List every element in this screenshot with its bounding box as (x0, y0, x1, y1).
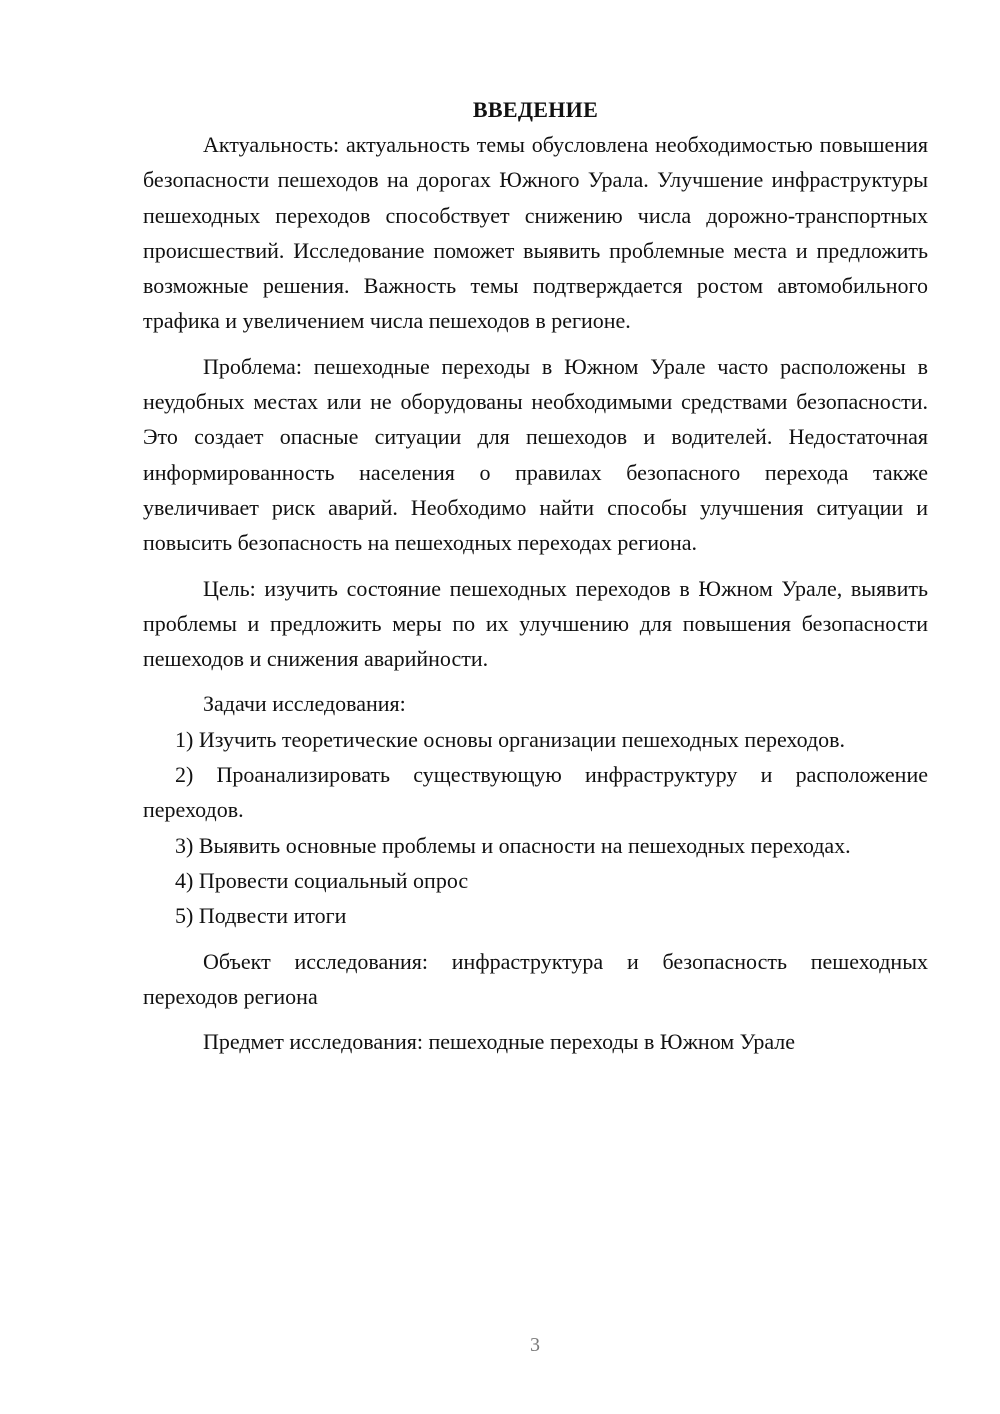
task-item-2: 2) Проанализировать существующую инфраструктуру и расположение переходов. (143, 762, 928, 823)
tasks-list (143, 722, 928, 934)
page-number: 3 (530, 1334, 540, 1356)
problem-paragraph: Проблема: пешеходные переходы в Южном Урале часто расположены в неудобных местах или не оборудованы необходимыми средствами безопасности. Это создает опасные ситуации для пешеходов и водителей. Недостаточная информированность населения о правилах безопасного перехода также увеличивает риск аварий. Необходимо найти способы улучшения ситуации и повысить безопасность на пешеходных переходах региона. (143, 353, 928, 556)
object-paragraph: Объект исследования: инфраструктура и безопасность пешеходных переходов региона (143, 948, 928, 1009)
relevance-paragraph: Актуальность: актуальность темы обусловлена необходимостью повышения безопасности пешеходов на дорогах Южного Урала. Улучшение инфраструктуры пешеходных переходов способствует снижению числа дорожно-транспортных происшествий. Исследование поможет выявить проблемные места и предложить возможные решения. Важность темы подтверждается ростом автомобильного трафика и увеличением числа пешеходов в регионе. (143, 132, 928, 334)
tasks-intro-paragraph: Задачи исследования: (203, 691, 406, 717)
page-content (143, 92, 928, 1059)
goal-paragraph: Цель: изучить состояние пешеходных переходов в Южном Урале, выявить проблемы и предложить меры по их улучшению для повышения безопасности пешеходов и снижения аварийности. (143, 575, 928, 672)
task-item-5: 5) Подвести итоги (175, 903, 347, 929)
task-item-1: 1) Изучить теоретические основы организации пешеходных переходов. (175, 726, 846, 752)
subject-paragraph: Предмет исследования: пешеходные переходы в Южном Урале (203, 1029, 796, 1055)
task-item-3: 3) Выявить основные проблемы и опасности на пешеходных переходах. (175, 832, 851, 858)
task-item-4: 4) Провести социальный опрос (175, 867, 469, 893)
section-heading: ВВЕДЕНИЕ (472, 97, 599, 122)
